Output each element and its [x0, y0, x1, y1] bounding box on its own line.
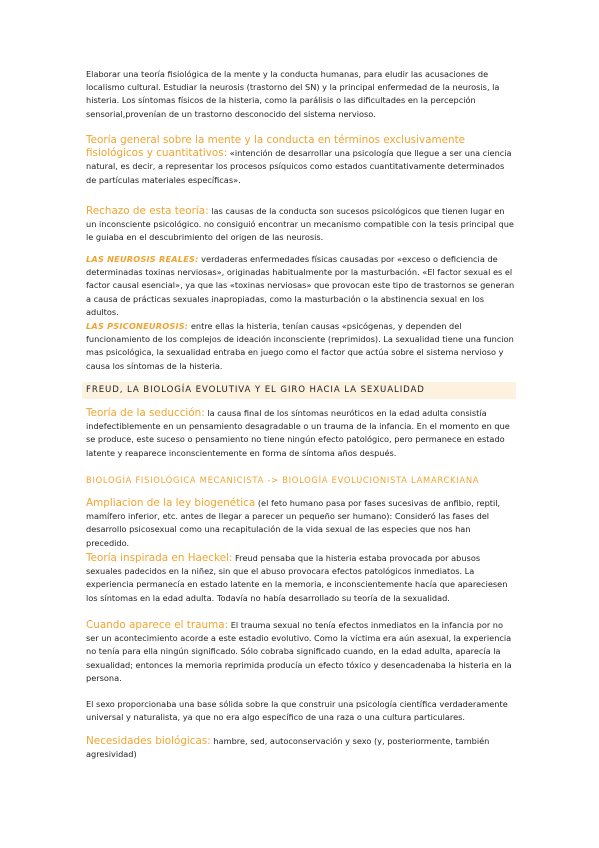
biological-needs-heading: Necesidades biológicas:	[86, 735, 211, 747]
psychoneuroses-heading: LAS PSICONEUROSIS:	[86, 321, 189, 331]
seduction-theory-heading: Teoría de la seducción:	[86, 407, 205, 419]
haeckel-paragraph	[86, 552, 516, 605]
haeckel-heading: Teoría inspirada en Haeckel:	[86, 552, 233, 564]
seduction-theory-text: la causa final de los síntomas neuróticos en la edad adulta consistía indefectiblemente en un pensamiento desagradable o un trauma de la infancia. En el momento en que se produce, este suceso o pensamiento no tiene ningún efecto patológico, pero permanece en estado latente y reaparece inconscientemente en forma de síntoma años después.	[86, 408, 510, 458]
intro-paragraph: Elaborar una teoría fisiológica de la mente y la conducta humanas, para eludir las acusaciones de localismo cultural. Estudiar la neurosis (trastorno del SN) y la principal enfermedad de la neurosis, la histeria. Los síntomas físicos de la histeria, como la parálisis o las dificultades en la percepción sensorial,provenían de un trastorno desconocido del sistema nervioso.	[86, 69, 500, 119]
real-neuroses-heading: LAS NEUROSIS REALES:	[86, 254, 199, 264]
biogenetic-law-paragraph	[86, 497, 516, 550]
general-theory-heading: Teoría general sobre la mente y la conducta en términos exclusivamente fisiológicos y cuantitativos:	[86, 134, 466, 160]
real-neuroses-text: verdaderas enfermedades físicas causadas por «exceso o deficiencia de determinadas toxinas nerviosas», originadas habitualmente por la masturbación. «El factor sexual es el factor causal esencial», ya que las «toxinas nerviosas» que provocan este tipo de trastornos se generan a causa de prácticas sexuales inapropiadas, como la masturbación o la abstinencia sexual en los adultos.	[86, 254, 515, 317]
biological-needs-paragraph	[86, 735, 516, 761]
general-theory-text: «intención de desarrollar una psicología que llegue a ser una ciencia natural, es decir, a representar los procesos psíquicos como estados cuantitativamente determinados de partículas materiales específicas».	[86, 148, 512, 185]
sex-basis-paragraph: El sexo proporcionaba una base sólida sobre la que construir una psicología científica verdaderamente universal y naturalista, ya que no era algo específico de una raza o una cultura particulares.	[86, 699, 508, 723]
biogenetic-law-heading: Ampliacion de la ley biogenética	[86, 497, 256, 509]
rejection-paragraph	[86, 205, 516, 245]
trauma-paragraph	[86, 619, 516, 685]
biological-needs-text: hambre, sed, autoconservación y sexo (y, posteriormente, también agresividad)	[86, 736, 490, 760]
biogenetic-law-text: (el feto humano pasa por fases sucesivas de anfibio, reptil, mamífero inferior, etc. antes de llegar a parecer un pequeño ser humano): Consideró las fases del desarrollo psicosexual como una recapitulación de la vida sexual de las especies que nos han precedido.	[86, 498, 501, 548]
biology-subheading: BIOLOGÍA FISIOLÓGICA MECANICISTA -> BIOLOGÍA EVOLUCIONISTA LAMARCKIANA	[86, 475, 480, 485]
rejection-heading: Rechazo de esta teoría:	[86, 205, 209, 217]
rejection-text: las causas de la conducta son sucesos psicológicos que tienen lugar en un inconsciente psicológico. no consiguió encontrar un mecanismo compatible con la tesis principal que le guiaba en el descubrimiento del origen de las neurosis.	[86, 206, 514, 243]
psychoneuroses-paragraph	[86, 320, 516, 373]
trauma-text: El trauma sexual no tenía efectos inmediatos en la infancia por no ser un acontecimiento acorde a este estadio evolutivo. Como la víctima era aún asexual, la experiencia no tenía para ella ningún significado. Sólo cobraba significado cuando, en la edad adulta, aparecía la sexualidad; entonces la memoria reprimida producía un efecto tóxico y desencadenaba la histeria en la persona.	[86, 620, 512, 683]
general-theory-paragraph	[86, 134, 516, 187]
seduction-theory-paragraph	[86, 407, 516, 460]
section-banner: FREUD, LA BIOLOGÍA EVOLUTIVA Y EL GIRO HACIA LA SEXUALIDAD	[82, 382, 516, 399]
trauma-heading: Cuando aparece el trauma:	[86, 619, 229, 631]
real-neuroses-paragraph	[86, 253, 516, 319]
psychoneuroses-text: entre ellas la histeria, tenían causas «psicógenas, y dependen del funcionamiento de los complejos de ideación inconsciente (reprimidos). La sexualidad tiene una funcion mas psicológica, la sexualidad entraba en juego como el factor que actúa sobre el sistema nervioso y causa los síntomas de la histeria.	[86, 321, 514, 371]
haeckel-text: Freud pensaba que la histeria estaba provocada por abusos sexuales padecidos en la niñez, sin que el abuso provocara efectos patológicos inmediatos. La experiencia permanecía en estado latente en la memoria, e inconscientemente hacía que apareciesen los síntomas en la edad adulta. Todavía no había desarrollado su teoría de la sexualidad.	[86, 553, 508, 603]
